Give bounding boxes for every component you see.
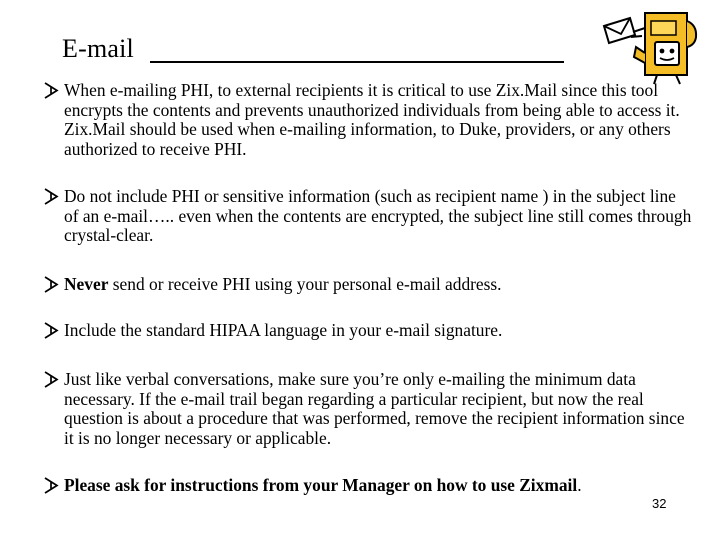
bullet-emphasis: Never bbox=[64, 274, 109, 294]
slide-title: E-mail bbox=[62, 34, 134, 63]
bullet-zixmail-encryption bbox=[43, 81, 693, 159]
arrow-bullet-icon bbox=[43, 275, 59, 294]
bullet-zixmail-instructions bbox=[43, 476, 693, 496]
arrow-bullet-icon bbox=[43, 476, 59, 495]
bullet-hipaa-signature bbox=[43, 321, 693, 341]
bullet-text: When e-mailing PHI, to external recipients it is critical to use Zix.Mail since this tool encrypts the contents and prevents unauthorized individuals from being able to access it. Zix.Mail should be used when e-mailing information, to Duke, providers, or any others authorized to receive PHI. bbox=[64, 80, 680, 159]
bullet-emphasis: Please ask for instructions from your Manager on how to use Zixmail bbox=[64, 475, 578, 495]
bullet-text bbox=[64, 275, 693, 295]
envelope-icon bbox=[604, 18, 645, 43]
arrow-bullet-icon bbox=[43, 370, 59, 389]
title-underline bbox=[150, 61, 564, 63]
email-character-icon bbox=[588, 6, 704, 86]
bullet-text: Include the standard HIPAA language in your e-mail signature. bbox=[64, 320, 503, 340]
bullet-personal-email-warning bbox=[43, 275, 693, 295]
bullet-text bbox=[64, 476, 693, 496]
bullet-remainder: send or receive PHI using your personal e-mail address. bbox=[108, 274, 502, 294]
bullet-subject-line-warning bbox=[43, 187, 693, 246]
page-number: 32 bbox=[652, 496, 667, 511]
bullet-text: Do not include PHI or sensitive information (such as recipient name ) in the subject line of an e-mail….. even when the contents are encrypted, the subject line still comes through crystal-clear. bbox=[64, 186, 692, 245]
arrow-bullet-icon bbox=[43, 321, 59, 340]
bullet-minimum-necessary bbox=[43, 370, 693, 448]
bullet-text: Just like verbal conversations, make sure you’re only e-mailing the minimum data necessary. If the e-mail trail began regarding a particular recipient, but now the real question is about a procedure that was performed, remove the recipient information since it is no longer necessary or applicable. bbox=[64, 369, 685, 448]
arrow-bullet-icon bbox=[43, 187, 59, 206]
arrow-bullet-icon bbox=[43, 81, 59, 100]
bullet-remainder: . bbox=[577, 475, 582, 495]
document-character-icon bbox=[634, 13, 696, 84]
